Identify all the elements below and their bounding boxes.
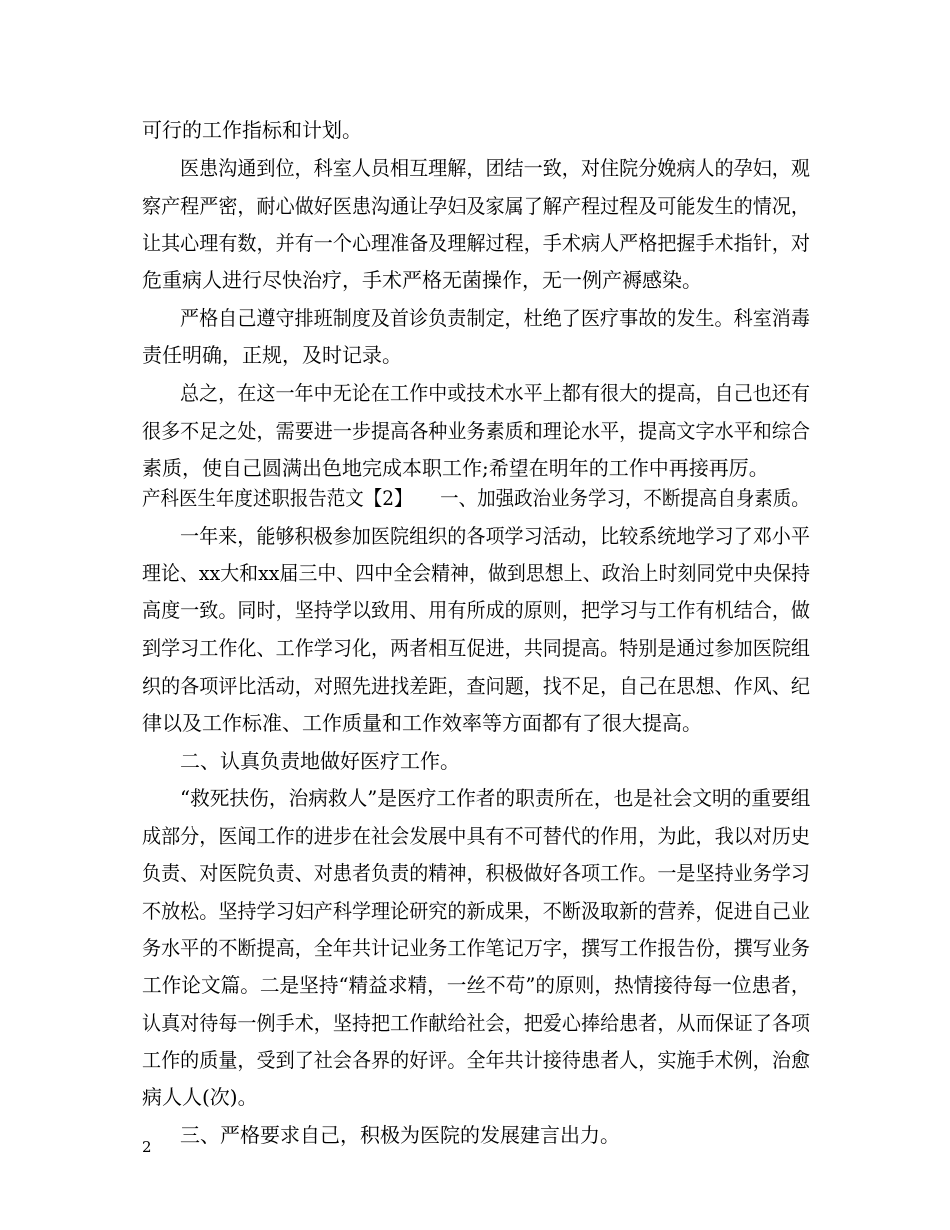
- text-line: 让其心理有数，并有一个心理准备及理解过程，手术病人严格把握手术指针，对: [142, 231, 811, 255]
- text-line: 很多不足之处，需要进一步提高各种业务素质和理论水平，提高文字水平和综合: [142, 419, 811, 443]
- text-line: 理论、xx大和xx届三中、四中全会精神，做到思想上、政治上时刻同党中央保持: [142, 561, 811, 585]
- text-line: 高度一致。同时，坚持学以致用、用有所成的原则，把学习与工作有机结合，做: [142, 598, 811, 622]
- text-line: 危重病人进行尽快治疗，手术严格无菌操作，无一例产褥感染。: [142, 268, 702, 292]
- text-line: 织的各项评比活动，对照先进找差距，查问题，找不足，自己在思想、作风、纪: [142, 674, 811, 698]
- text-line: 责任明确，正规，及时记录。: [142, 343, 402, 367]
- text-line: 负责、对医院负责、对患者负责的精神，积极做好各项工作。一是坚持业务学习: [142, 861, 811, 885]
- text-line: 到学习工作化、工作学习化，两者相互促进，共同提高。特别是通过参加医院组: [142, 636, 811, 660]
- section-heading: 产科医生年度述职报告范文【2】 一、加强政治业务学习，不断提高自身素质。: [142, 486, 810, 510]
- text-line: 总之，在这一年中无论在工作中或技术水平上都有很大的提高，自己也还有: [180, 381, 810, 405]
- page-number: 2: [142, 1138, 152, 1156]
- text-line: 察产程严密，耐心做好医患沟通让孕妇及家属了解产程过程及可能发生的情况，: [142, 194, 811, 218]
- text-line: 医患沟通到位，科室人员相互理解，团结一致，对住院分娩病人的孕妇，观: [180, 156, 810, 180]
- text-line: “救死扶伤，治病救人”是医疗工作者的职责所在，也是社会文明的重要组: [180, 786, 811, 810]
- text-line: 不放松。坚持学习妇产科学理论研究的新成果，不断汲取新的营养，促进自己业: [142, 899, 811, 923]
- text-line: 素质，使自己圆满出色地完成本职工作;希望在明年的工作中再接再厉。: [142, 456, 769, 480]
- section-heading: 三、严格要求自己，积极为医院的发展建言出力。: [180, 1123, 620, 1147]
- text-line: 严格自己遵守排班制度及首诊负责制定，杜绝了医疗事故的发生。科室消毒: [180, 306, 810, 330]
- text-line: 成部分，医闻工作的进步在社会发展中具有不可替代的作用，为此，我以对历史: [142, 824, 811, 848]
- section-heading: 二、认真负责地做好医疗工作。: [180, 749, 460, 773]
- text-line: 工作论文篇。二是坚持“精益求精，一丝不苟”的原则，热情接待每一位患者，: [142, 973, 811, 997]
- text-line: 务水平的不断提高，全年共计记业务工作笔记万字，撰写工作报告份，撰写业务: [142, 936, 811, 960]
- text-line: 可行的工作指标和计划。: [142, 118, 362, 142]
- text-line: 一年来，能够积极参加医院组织的各项学习活动，比较系统地学习了邓小平: [180, 524, 810, 548]
- text-line: 病人人(次)。: [142, 1085, 258, 1109]
- text-line: 律以及工作标准、工作质量和工作效率等方面都有了很大提高。: [142, 711, 702, 735]
- text-line: 工作的质量，受到了社会各界的好评。全年共计接待患者人，实施手术例，治愈: [142, 1048, 811, 1072]
- text-line: 认真对待每一例手术，坚持把工作献给社会，把爱心捧给患者，从而保证了各项: [142, 1011, 811, 1035]
